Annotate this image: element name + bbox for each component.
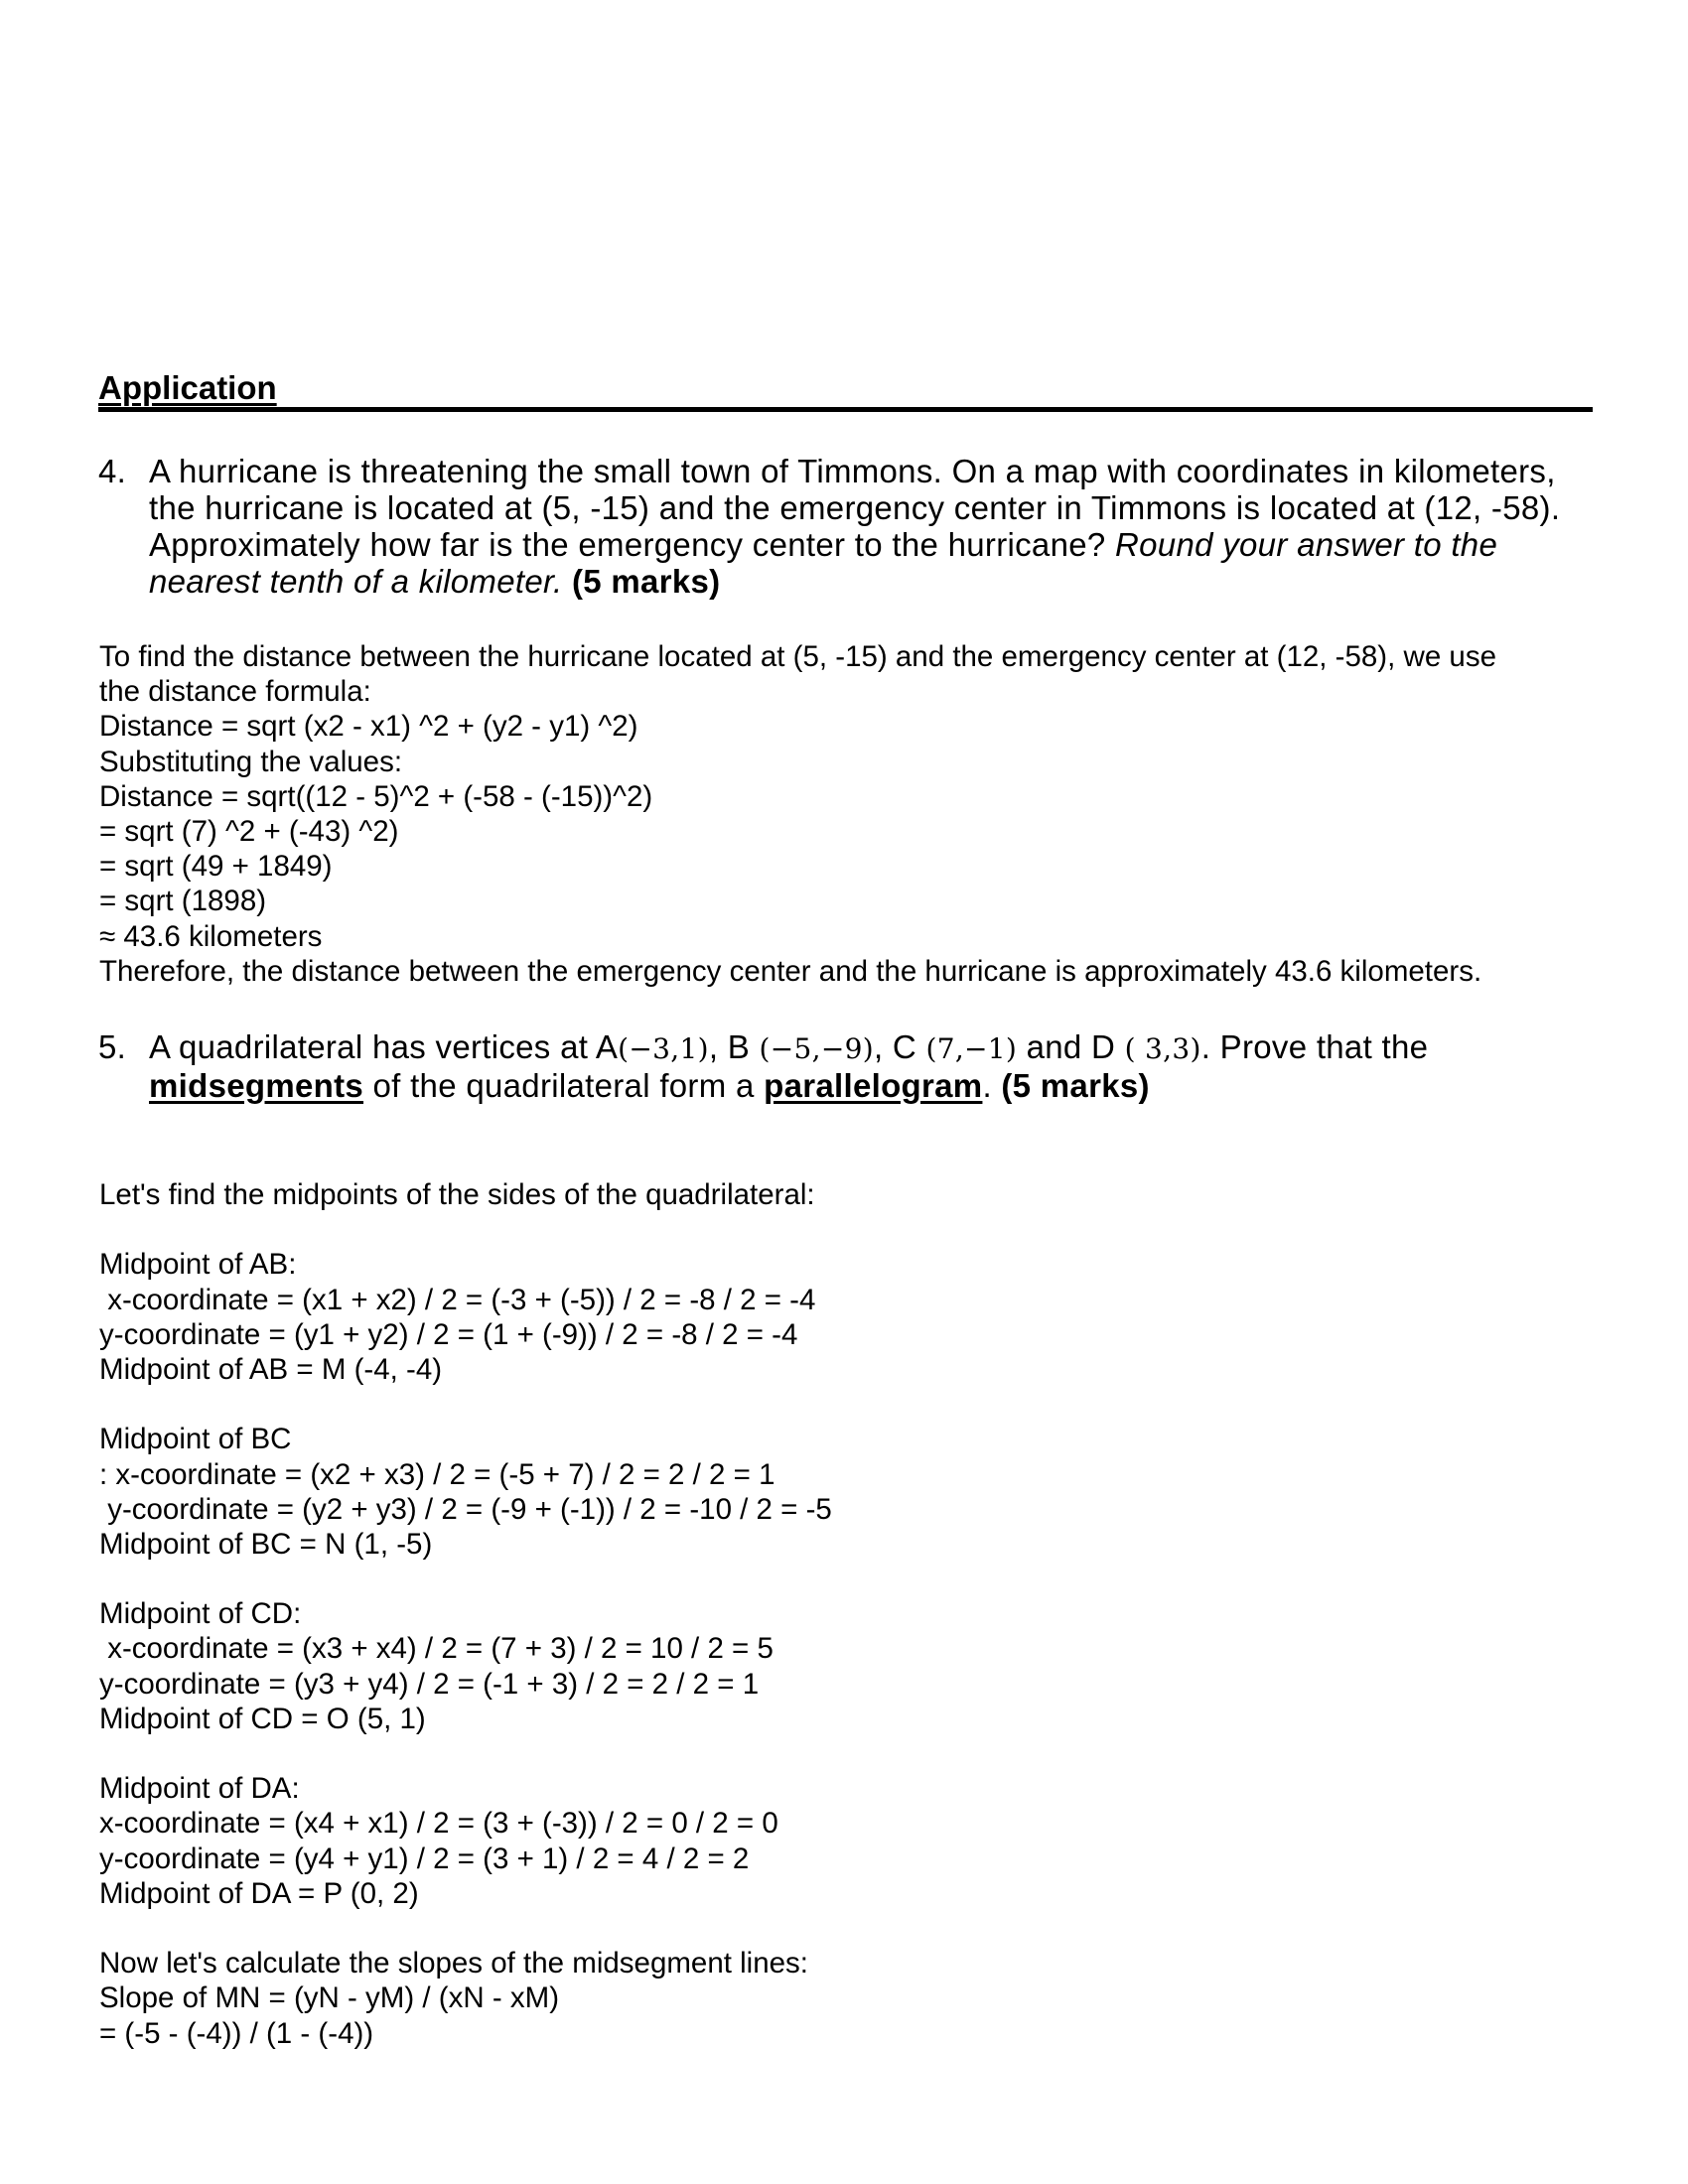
vertex-c: (7,−1) xyxy=(925,1032,1018,1065)
vertex-b-label: , B xyxy=(708,1028,760,1065)
midpoint-da-x: x-coordinate = (x4 + x1) / 2 = (3 + (-3)) / 2 = 0 / 2 = 0 xyxy=(99,1807,778,1841)
answer-4-line: ≈ 43.6 kilometers xyxy=(99,919,323,953)
question-5-prompt-start: A quadrilateral has vertices at A xyxy=(149,1028,619,1065)
midpoint-bc-x: : x-coordinate = (x2 + x3) / 2 = (-5 + 7) / 2 = 2 / 2 = 1 xyxy=(99,1457,775,1491)
midpoint-ab-x: x-coordinate = (x1 + x2) / 2 = (-3 + (-5)) / 2 = -8 / 2 = -4 xyxy=(99,1283,816,1316)
term-parallelogram: parallelogram xyxy=(764,1067,983,1104)
slopes-intro: Now let's calculate the slopes of the midsegment lines: xyxy=(99,1947,808,1980)
answer-4-line: = sqrt (49 + 1849) xyxy=(99,850,333,884)
question-5-number: 5. xyxy=(98,1028,127,1065)
midpoint-bc-y: y-coordinate = (y2 + y3) / 2 = (-9 + (-1)) / 2 = -10 / 2 = -5 xyxy=(99,1492,832,1526)
vertex-b: (−5,−9) xyxy=(759,1032,874,1065)
answer-4-line: the distance formula: xyxy=(99,675,371,709)
answer-4-line: Distance = sqrt (x2 - x1) ^2 + (y2 - y1) ^2) xyxy=(99,710,638,744)
question-5-text xyxy=(149,1028,1598,1104)
question-5-prompt-connector: of the quadrilateral form a xyxy=(363,1067,765,1104)
question-5-prompt-mid: . Prove that the xyxy=(1200,1028,1429,1065)
section-title: Application xyxy=(98,369,277,406)
question-4 xyxy=(98,453,1598,600)
answer-4-line: = sqrt (7) ^2 + (-43) ^2) xyxy=(99,814,399,848)
midpoint-ab-result: Midpoint of AB = M (-4, -4) xyxy=(99,1352,443,1386)
question-4-number: 4. xyxy=(98,453,127,489)
midpoint-bc-heading: Midpoint of BC xyxy=(99,1423,292,1456)
vertex-d-label: and D xyxy=(1017,1028,1125,1065)
slope-mn-formula: Slope of MN = (yN - yM) / (xN - xM) xyxy=(99,1981,560,2015)
answer-5-intro: Let's find the midpoints of the sides of the quadrilateral: xyxy=(99,1178,815,1211)
midpoint-cd-heading: Midpoint of CD: xyxy=(99,1597,302,1631)
section-rule xyxy=(98,407,1593,412)
term-midsegments: midsegments xyxy=(149,1067,364,1104)
vertex-a: (−3,1) xyxy=(618,1032,709,1065)
midpoint-cd-x: x-coordinate = (x3 + x4) / 2 = (7 + 3) / 2 = 10 / 2 = 5 xyxy=(99,1632,774,1666)
question-5-marks: (5 marks) xyxy=(1001,1067,1150,1104)
answer-4-line: Substituting the values: xyxy=(99,745,403,778)
vertex-c-label: , C xyxy=(873,1028,926,1065)
question-4-rounding-instruction: Round your answer to the nearest tenth of a kilometer. xyxy=(149,526,1498,600)
answer-4-line: Therefore, the distance between the emergency center and the hurricane is approximately 43.6 kilometers. xyxy=(99,954,1482,988)
midpoint-bc-result: Midpoint of BC = N (1, -5) xyxy=(99,1527,433,1561)
answer-5 xyxy=(99,1177,1599,2051)
answer-4-line: To find the distance between the hurricane located at (5, -15) and the emergency center at (12, -58), we use xyxy=(99,640,1496,673)
answer-4-line: Distance = sqrt((12 - 5)^2 + (-58 - (-15))^2) xyxy=(99,779,653,813)
answer-4-line: = sqrt (1898) xyxy=(99,885,267,918)
question-4-prompt: A hurricane is threatening the small town of Timmons. On a map with coordinates in kilometers, the hurricane is located at (5, -15) and the emergency center in Timmons is located at (12, -58). Approximately how far is the emergency center to the hurricane? xyxy=(149,453,1561,563)
question-5 xyxy=(98,1028,1598,1104)
question-4-text xyxy=(149,453,1598,600)
answer-4 xyxy=(99,639,1599,989)
question-4-marks: (5 marks) xyxy=(572,563,721,600)
midpoint-cd-y: y-coordinate = (y3 + y4) / 2 = (-1 + 3) / 2 = 2 / 2 = 1 xyxy=(99,1667,760,1701)
midpoint-cd-result: Midpoint of CD = O (5, 1) xyxy=(99,1702,426,1735)
midpoint-da-result: Midpoint of DA = P (0, 2) xyxy=(99,1876,419,1910)
midpoint-ab-heading: Midpoint of AB: xyxy=(99,1248,297,1282)
midpoint-da-heading: Midpoint of DA: xyxy=(99,1772,300,1806)
midpoint-ab-y: y-coordinate = (y1 + y2) / 2 = (1 + (-9)) / 2 = -8 / 2 = -4 xyxy=(99,1317,798,1351)
question-5-prompt-end: . xyxy=(982,1067,1002,1104)
slope-mn-substitution: = (-5 - (-4)) / (1 - (-4)) xyxy=(99,2016,374,2050)
midpoint-da-y: y-coordinate = (y4 + y1) / 2 = (3 + 1) / 2 = 4 / 2 = 2 xyxy=(99,1842,750,1875)
vertex-d: ( 3,3) xyxy=(1124,1032,1201,1065)
